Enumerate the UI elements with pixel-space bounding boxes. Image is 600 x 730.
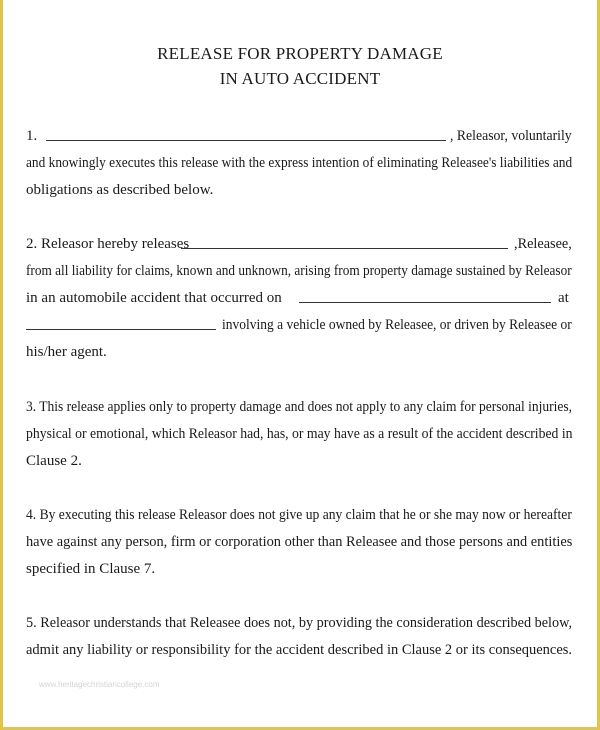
clause-4 xyxy=(26,502,572,583)
clause-1-text-a: , Releasor, voluntarily xyxy=(450,128,572,144)
clause-1-line-3: obligations as described below. xyxy=(26,182,214,198)
accident-location-blank[interactable] xyxy=(26,312,216,330)
clause-2-line-3a: in an automobile accident that occurred on xyxy=(26,290,282,306)
clause-4-line-2: have against any person, firm or corporation other than Releasee and those persons and entities xyxy=(26,534,573,550)
clause-1-number: 1. xyxy=(26,128,38,144)
clause-2-line-3b: at xyxy=(558,290,569,306)
clause-2-line-4: involving a vehicle owned by Releasee, or driven by Releasee or xyxy=(222,317,572,333)
title-line-1: RELEASE FOR PROPERTY DAMAGE xyxy=(157,44,443,63)
watermark: www.heritagechristiancollege.com xyxy=(39,680,160,689)
clause-3 xyxy=(26,394,572,475)
releasor-name-blank[interactable] xyxy=(46,123,446,141)
clause-2-line-2: from all liability for claims, known and unknown, arising from property damage sustained by Releasor xyxy=(26,263,572,279)
clause-3-line-1: 3. This release applies only to property damage and does not apply to any claim for personal injuries, xyxy=(26,399,572,415)
releasee-name-blank[interactable] xyxy=(181,231,508,249)
clause-5-line-1: 5. Releasor understands that Releasee does not, by providing the consideration described below, xyxy=(26,615,573,631)
accident-date-blank[interactable] xyxy=(299,285,551,303)
clause-2-line-5: his/her agent. xyxy=(26,344,107,360)
clause-4-line-1: 4. By executing this release Releasor does not give up any claim that he or she may now or hereafter xyxy=(26,507,572,523)
clause-5 xyxy=(26,610,572,664)
clause-1-line-2: and knowingly executes this release with the express intention of eliminating Releasee's liabilities and xyxy=(26,155,573,171)
clause-2-releasee: ,Releasee, xyxy=(514,236,572,252)
clause-2-intro: 2. Releasor hereby releases xyxy=(26,236,190,252)
document-title xyxy=(3,41,597,91)
clause-2 xyxy=(26,231,572,366)
clause-1 xyxy=(26,123,572,204)
clause-5-line-2: admit any liability or responsibility for the accident described in Clause 2 or its consequences. xyxy=(26,642,573,658)
title-line-2: IN AUTO ACCIDENT xyxy=(219,69,381,88)
clause-4-line-3: specified in Clause 7. xyxy=(26,561,156,577)
clause-3-line-3: Clause 2. xyxy=(26,453,82,469)
clause-3-line-2: physical or emotional, which Releasor had, has, or may have as a result of the accident described in xyxy=(26,426,573,442)
